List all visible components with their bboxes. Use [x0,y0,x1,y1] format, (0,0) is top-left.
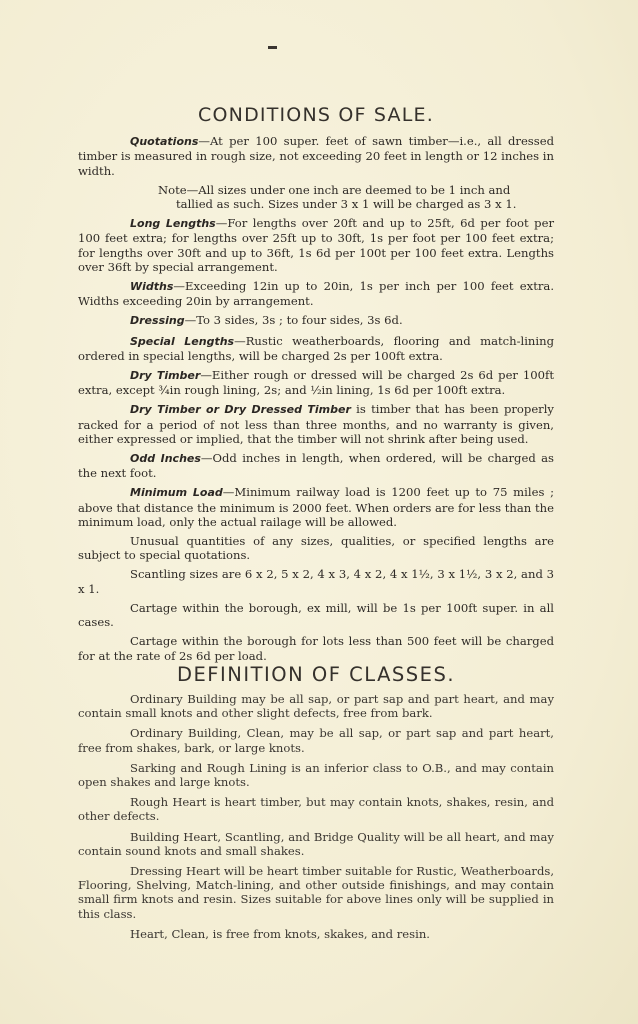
page-mark [268,46,277,49]
definition-item: Rough Heart is heart timber, but may contain knots, shakes, resin, and other defects. [78,795,554,824]
condition-widths: Widths—Exceeding 12in up to 20in, 1s per inch per 100 feet extra. Widths exceeding 20in by arrangement. [78,279,554,309]
definitions-list [78,692,554,941]
paragraph-unusual-quantities: Unusual quantities of any sizes, qualities, or specified lengths are subject to special quotations. [78,534,554,563]
condition-dry-dressed-timber: Dry Timber or Dry Dressed Timber is timber that has been properly racked for a period of not less than three months, and no warranty is given, either expressed or implied, that the timber will not shrink after being used. [78,402,554,446]
condition-special-lengths: Special Lengths—Rustic weatherboards, flooring and match-lining ordered in special lengths, will be charged 2s per 100ft extra. [78,333,554,363]
definition-item: Heart, Clean, is free from knots, skakes, and resin. [130,926,430,941]
definition-item: Building Heart, Scantling, and Bridge Quality will be all heart, and may contain sound knots and small shakes. [78,829,554,858]
section-title-classes: DEFINITION OF CLASSES. [176,662,456,686]
condition-odd-inches: Odd Inches—Odd inches in length, when ordered, will be charged as the next foot. [78,451,554,481]
condition-dry-timber: Dry Timber—Either rough or dressed will be charged 2s 6d per 100ft extra, except ¾in rough lining, 2s; and ½in lining, 1s 6d per 100ft extra. [78,368,555,398]
note: Note—All sizes under one inch are deemed to be 1 inch and tallied as such. Sizes under 3 x 1 will be charged as 3 x 1. [158,182,517,212]
condition-quotations: Quotations—At per 100 super. feet of sawn timber—i.e., all dressed timber is measured in rough size, not exceeding 20 feet in length or 12 inches in width. [78,134,554,178]
definition-item: Sarking and Rough Lining is an inferior class to O.B., and may contain open shakes and large knots. [78,760,554,789]
condition-dressing: Dressing—To 3 sides, 3s ; to four sides, 3s 6d. [130,313,403,328]
condition-long-lengths: Long Lengths—For lengths over 20ft and up to 25ft, 6d per foot per 100 feet extra; for lengths over 25ft up to 30ft, 1s per foot per 100 feet extra; for lengths over 30ft and up to 36ft, 1s 6d per 100t per 100 feet extra. Lengths over 36ft by special arrangement. [78,216,554,274]
definition-item: Dressing Heart will be heart timber suitable for Rustic, Weatherboards, Flooring, Shelving, Match-lining, and other outside finishings, and may contain small firm knots and resin. Sizes suitable for above lines only will be supplied in this class. [78,863,554,921]
definition-item: Ordinary Building, Clean, may be all sap, or part sap and part heart, free from shakes, bark, or large knots. [78,726,554,755]
condition-minimum-load: Minimum Load—Minimum railway load is 1200 feet up to 75 miles ; above that distance the minimum is 2000 feet. When orders are for less than the minimum load, only the actual railage will be allowed. [78,485,554,529]
document-body [78,104,555,947]
definition-item: Ordinary Building may be all sap, or part sap and part heart, and may contain small knots and other slight defects, free from bark. [78,691,554,721]
page-title: CONDITIONS OF SALE. [198,104,434,126]
paragraph-cartage-small-lots: Cartage within the borough for lots less than 500 feet will be charged for at the rate of 2s 6d per load. [78,634,554,663]
paragraph-cartage: Cartage within the borough, ex mill, will be 1s per 100ft super. in all cases. [78,600,554,630]
paragraph-scantling-sizes: Scantling sizes are 6 x 2, 5 x 2, 4 x 3, 4 x 2, 4 x 1½, 3 x 1½, 3 x 2, and 3 x 1. [78,567,554,596]
